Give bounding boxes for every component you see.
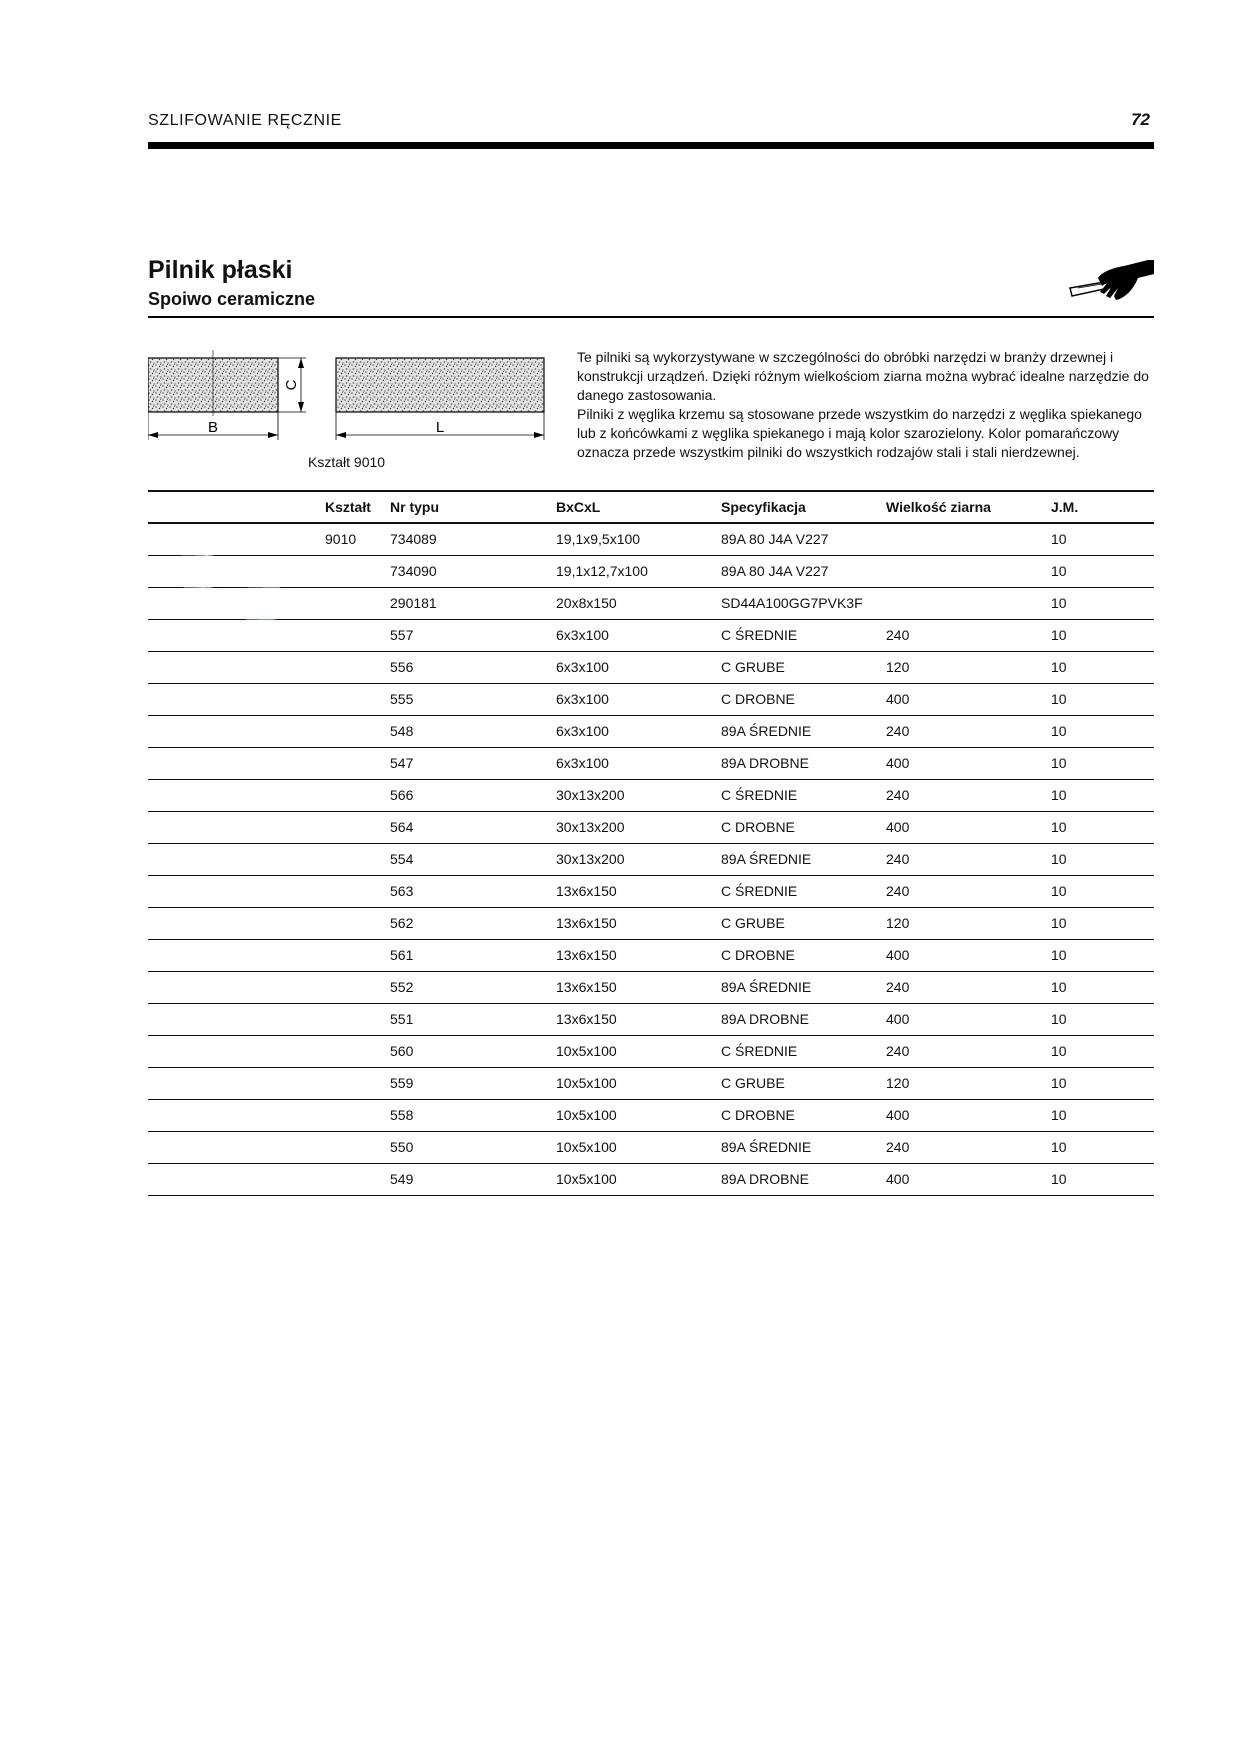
cell-type-number: 566 <box>390 787 414 803</box>
cell-grit-size: 240 <box>886 979 910 995</box>
header-type-number: Nr typu <box>390 499 439 515</box>
cell-specification: C ŚREDNIE <box>721 883 798 899</box>
table-row <box>148 972 1154 1004</box>
header-shape: Kształt <box>325 499 371 515</box>
cell-type-number: 554 <box>390 851 414 867</box>
cell-type-number: 556 <box>390 659 414 675</box>
cell-grit-size: 400 <box>886 691 910 707</box>
cell-unit: 10 <box>1051 627 1067 643</box>
cell-specification: 89A 80 J4A V227 <box>721 563 829 579</box>
table-row <box>148 940 1154 972</box>
table-row <box>148 1036 1154 1068</box>
cell-unit: 10 <box>1051 1011 1067 1027</box>
cell-unit: 10 <box>1051 947 1067 963</box>
cell-unit: 10 <box>1051 563 1067 579</box>
header-dimensions: BxCxL <box>556 499 601 515</box>
cell-unit: 10 <box>1051 691 1067 707</box>
cell-grit-size: 240 <box>886 883 910 899</box>
table-row <box>148 1068 1154 1100</box>
cell-unit: 10 <box>1051 595 1067 611</box>
cell-type-number: 290181 <box>390 595 437 611</box>
cell-grit-size: 120 <box>886 1075 910 1091</box>
shape-caption: Kształt 9010 <box>308 454 386 470</box>
product-subtitle: Spoiwo ceramiczne <box>148 289 316 309</box>
cell-specification: C ŚREDNIE <box>721 787 798 803</box>
cell-grit-size: 400 <box>886 1011 910 1027</box>
table-row <box>148 876 1154 908</box>
cell-unit: 10 <box>1051 1139 1067 1155</box>
cell-type-number: 548 <box>390 723 414 739</box>
dimension-label-b: B <box>207 419 219 436</box>
product-table <box>148 490 1154 1196</box>
cell-specification: C ŚREDNIE <box>721 627 798 643</box>
section-label: SZLIFOWANIE RĘCZNIE <box>148 112 342 129</box>
product-description <box>577 348 1157 462</box>
cell-type-number: 561 <box>390 947 414 963</box>
cell-dimensions: 13x6x150 <box>556 1011 617 1027</box>
cell-unit: 10 <box>1051 531 1067 547</box>
table-row <box>148 620 1154 652</box>
product-title: Pilnik płaski <box>148 256 293 284</box>
header-rule <box>148 142 1154 149</box>
table-row <box>148 716 1154 748</box>
table-row <box>148 908 1154 940</box>
description-paragraph: Pilniki z węglika krzemu są stosowane przede wszystkim do narzędzi z węglika spiekanego lub z końcówkami z węglika spiekanego i mają kolor szarozielony. Kolor pomarańczowy oznacza przede wszystkim pilniki do wszystkich rodzajów stali i stali nierdzewnej. <box>577 406 1142 460</box>
cell-type-number: 734090 <box>390 563 437 579</box>
cell-specification: 89A ŚREDNIE <box>721 1139 812 1155</box>
description-paragraph: Te pilniki są wykorzystywane w szczególności do obróbki narzędzi w branży drzewnej i konstrukcji urządzeń. Dzięki różnym wielkościom ziarna można wybrać idealne narzędzie do danego zastosowania. <box>577 349 1149 403</box>
cell-type-number: 551 <box>390 1011 414 1027</box>
cell-unit: 10 <box>1051 723 1067 739</box>
header-unit: J.M. <box>1051 499 1079 515</box>
cell-type-number: 555 <box>390 691 414 707</box>
cell-unit: 10 <box>1051 979 1067 995</box>
table-row <box>148 524 1154 556</box>
cell-dimensions: 10x5x100 <box>556 1043 617 1059</box>
header-specification: Specyfikacja <box>721 499 806 515</box>
cell-specification: C DROBNE <box>721 819 795 835</box>
cell-dimensions: 30x13x200 <box>556 819 625 835</box>
cell-type-number: 560 <box>390 1043 414 1059</box>
cell-dimensions: 6x3x100 <box>556 723 609 739</box>
dimension-label-c: C <box>283 379 300 391</box>
cell-grit-size: 240 <box>886 787 910 803</box>
cell-dimensions: 30x13x200 <box>556 787 625 803</box>
cell-type-number: 559 <box>390 1075 414 1091</box>
cell-dimensions: 13x6x150 <box>556 979 617 995</box>
cell-type-number: 562 <box>390 915 414 931</box>
cell-grit-size: 400 <box>886 755 910 771</box>
cell-dimensions: 13x6x150 <box>556 915 617 931</box>
table-row <box>148 748 1154 780</box>
table-row <box>148 1100 1154 1132</box>
cell-unit: 10 <box>1051 1171 1067 1187</box>
table-row <box>148 588 1154 620</box>
page-number: 72 <box>1131 110 1150 129</box>
cell-specification: SD44A100GG7PVK3F <box>721 595 863 611</box>
cell-specification: C GRUBE <box>721 915 785 931</box>
cell-specification: C GRUBE <box>721 659 785 675</box>
cell-dimensions: 10x5x100 <box>556 1171 617 1187</box>
table-row <box>148 844 1154 876</box>
cell-unit: 10 <box>1051 787 1067 803</box>
cell-grit-size: 240 <box>886 851 910 867</box>
table-row <box>148 1004 1154 1036</box>
cell-specification: C GRUBE <box>721 1075 785 1091</box>
cell-unit: 10 <box>1051 1107 1067 1123</box>
title-rule <box>148 316 1154 318</box>
cell-shape: 9010 <box>325 531 357 547</box>
cell-grit-size: 400 <box>886 1171 910 1187</box>
cell-grit-size: 120 <box>886 915 910 931</box>
cell-grit-size: 240 <box>886 723 910 739</box>
cell-dimensions: 6x3x100 <box>556 627 609 643</box>
hand-holding-file-icon <box>1068 258 1154 304</box>
cell-type-number: 734089 <box>390 531 437 547</box>
cell-dimensions: 10x5x100 <box>556 1139 617 1155</box>
header-grit-size: Wielkość ziarna <box>886 499 991 515</box>
cell-unit: 10 <box>1051 915 1067 931</box>
table-header <box>148 490 1154 524</box>
cell-grit-size: 120 <box>886 659 910 675</box>
cell-specification: 89A ŚREDNIE <box>721 723 812 739</box>
table-row <box>148 684 1154 716</box>
cell-dimensions: 6x3x100 <box>556 755 609 771</box>
cell-unit: 10 <box>1051 755 1067 771</box>
cell-dimensions: 6x3x100 <box>556 659 609 675</box>
cell-specification: C DROBNE <box>721 947 795 963</box>
cell-specification: 89A 80 J4A V227 <box>721 531 829 547</box>
cell-specification: 89A DROBNE <box>721 755 809 771</box>
table-row <box>148 812 1154 844</box>
cell-dimensions: 19,1x12,7x100 <box>556 563 648 579</box>
cell-type-number: 557 <box>390 627 414 643</box>
cell-type-number: 552 <box>390 979 414 995</box>
cell-type-number: 563 <box>390 883 414 899</box>
table-row <box>148 652 1154 684</box>
cell-specification: 89A ŚREDNIE <box>721 979 812 995</box>
cell-unit: 10 <box>1051 819 1067 835</box>
table-row <box>148 556 1154 588</box>
cell-unit: 10 <box>1051 1075 1067 1091</box>
cell-unit: 10 <box>1051 883 1067 899</box>
cell-specification: 89A ŚREDNIE <box>721 851 812 867</box>
cell-grit-size: 400 <box>886 947 910 963</box>
cell-dimensions: 10x5x100 <box>556 1075 617 1091</box>
table-row <box>148 1164 1154 1196</box>
cell-specification: 89A DROBNE <box>721 1171 809 1187</box>
cell-unit: 10 <box>1051 851 1067 867</box>
cell-unit: 10 <box>1051 1043 1067 1059</box>
cell-dimensions: 6x3x100 <box>556 691 609 707</box>
cell-specification: 89A DROBNE <box>721 1011 809 1027</box>
cell-grit-size: 400 <box>886 819 910 835</box>
cell-specification: C ŚREDNIE <box>721 1043 798 1059</box>
cell-grit-size: 400 <box>886 1107 910 1123</box>
cell-grit-size: 240 <box>886 1043 910 1059</box>
cell-type-number: 550 <box>390 1139 414 1155</box>
cell-type-number: 549 <box>390 1171 414 1187</box>
cell-dimensions: 13x6x150 <box>556 883 617 899</box>
table-row <box>148 780 1154 812</box>
cell-grit-size: 240 <box>886 627 910 643</box>
cell-grit-size: 240 <box>886 1139 910 1155</box>
cell-dimensions: 30x13x200 <box>556 851 625 867</box>
dimension-label-l: L <box>435 419 445 436</box>
cell-specification: C DROBNE <box>721 691 795 707</box>
cell-dimensions: 19,1x9,5x100 <box>556 531 641 547</box>
cell-specification: C DROBNE <box>721 1107 795 1123</box>
cell-dimensions: 10x5x100 <box>556 1107 617 1123</box>
table-row <box>148 1132 1154 1164</box>
cell-dimensions: 20x8x150 <box>556 595 617 611</box>
dimension-drawings <box>148 350 558 445</box>
cell-dimensions: 13x6x150 <box>556 947 617 963</box>
cell-type-number: 547 <box>390 755 414 771</box>
cell-type-number: 558 <box>390 1107 414 1123</box>
cell-unit: 10 <box>1051 659 1067 675</box>
cell-type-number: 564 <box>390 819 414 835</box>
